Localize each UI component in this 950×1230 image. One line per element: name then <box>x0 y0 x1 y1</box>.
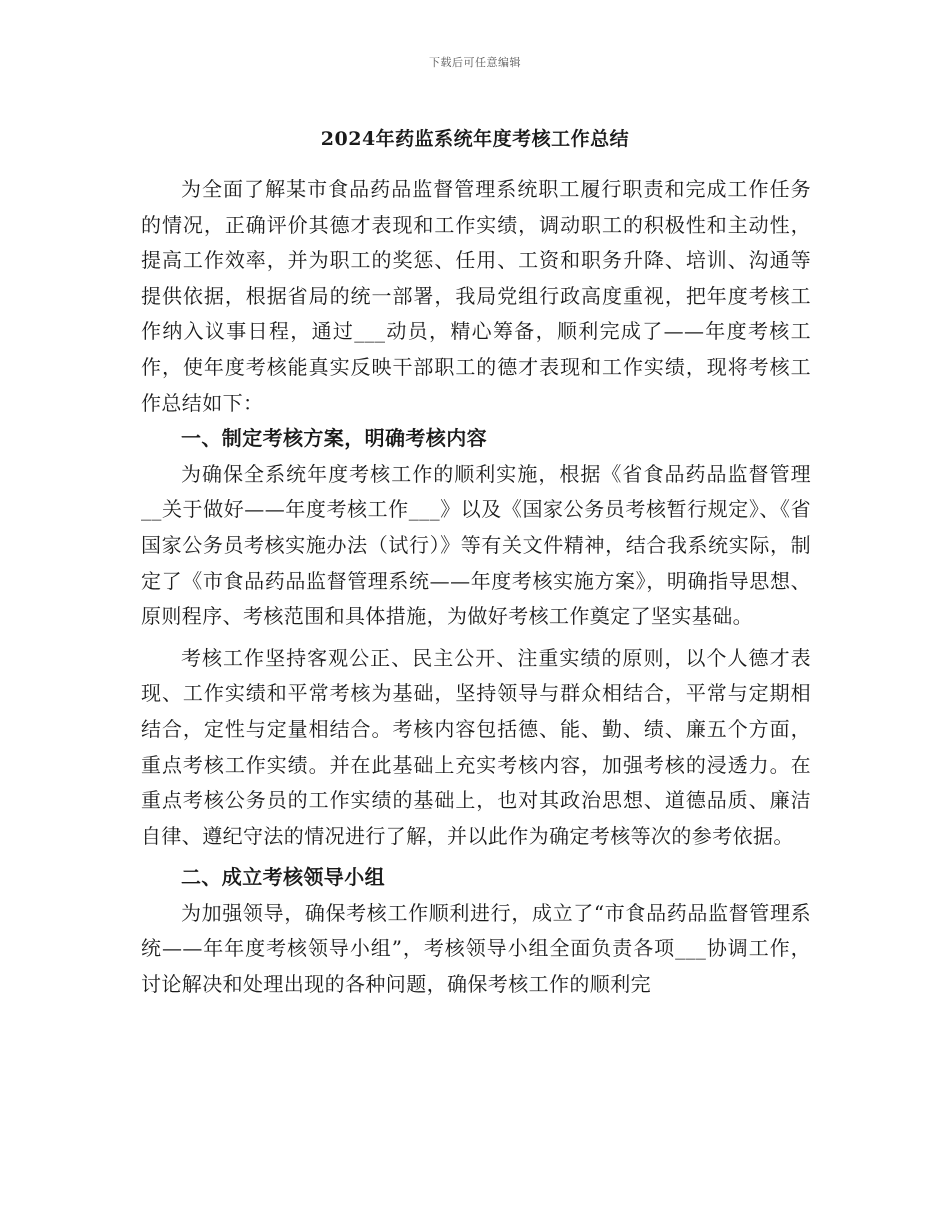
section-heading-1: 一、制定考核方案，明确考核内容 <box>181 426 487 451</box>
document-title: 2024年药监系统年度考核工作总结 <box>320 128 630 150</box>
body-paragraph-1: 为确保全系统年度考核工作的顺利实施，根据《省食品药品监督管理__关于做好——年度考核工作___》以及《国家公务员考核暂行规定》、《省国家公务员考核实施办法（试行）》等有关文件精神，结合我系统实际，制定了《市食品药品监督管理系统——年度考核实施方案》，明确指导思想、原则程序、考核范围和具体措施，为做好考核工作奠定了坚实基础。 <box>141 461 811 629</box>
body-paragraph-2: 考核工作坚持客观公正、民主公开、注重实绩的原则，以个人德才表现、工作实绩和平常考核为基础，坚持领导与群众相结合，平常与定期相结合，定性与定量相结合。考核内容包括德、能、勤、绩、廉五个方面，重点考核工作实绩。并在此基础上充实考核内容，加强考核的浸透力。在重点考核公务员的工作实绩的基础上，也对其政治思想、道德品质、廉洁自律、遵纪守法的情况进行了解，并以此作为确定考核等次的参考依据。 <box>141 645 811 848</box>
section-heading-2: 二、成立考核领导小组 <box>181 865 385 890</box>
intro-paragraph: 为全面了解某市食品药品监督管理系统职工履行职责和完成工作任务的情况，正确评价其德才表现和工作实绩，调动职工的积极性和主动性，提高工作效率，并为职工的奖惩、任用、工资和职务升降、培训、沟通等提供依据，根据省局的统一部署，我局党组行政高度重视，把年度考核工作纳入议事日程，通过___动员，精心筹备，顺利完成了——年度考核工作，使年度考核能真实反映干部职工的德才表现和工作实绩，现将考核工作总结如下： <box>141 177 811 415</box>
document-body <box>141 172 811 1003</box>
page-header-note: 下载后可任意编辑 <box>429 56 521 69</box>
body-paragraph-3: 为加强领导，确保考核工作顺利进行，成立了“市食品药品监督管理系统——年年度考核领导小组”，考核领导小组全面负责各项___协调工作，讨论解决和处理出现的各种问题，确保考核工作的顺利完 <box>141 900 811 997</box>
